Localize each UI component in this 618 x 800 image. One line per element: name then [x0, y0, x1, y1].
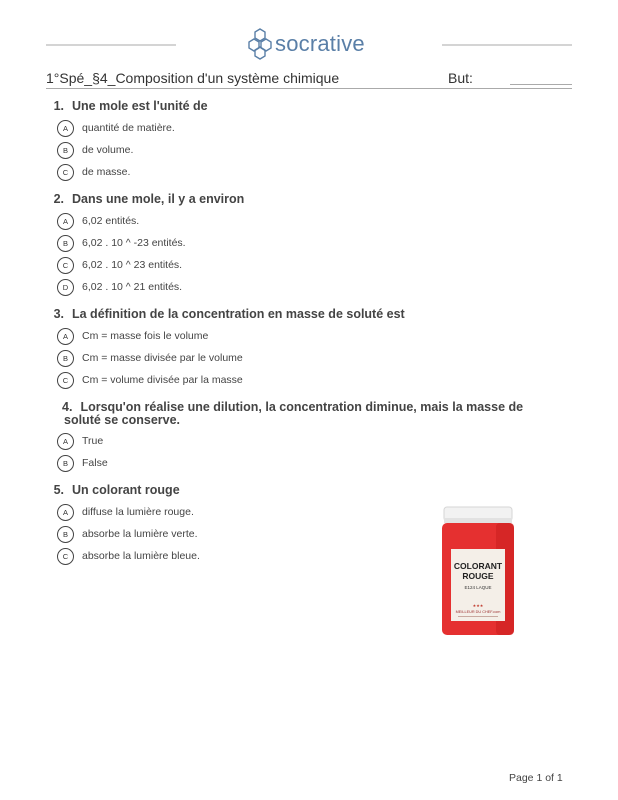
answer-option[interactable] [46, 276, 536, 298]
answer-text: de masse. [82, 166, 131, 178]
header-rule [46, 88, 572, 89]
answer-text: False [82, 457, 108, 469]
label-text-e124: E124 LAQUE [464, 585, 492, 590]
label-text-rouge: ROUGE [462, 571, 494, 581]
answer-option[interactable] [46, 210, 536, 232]
question-text: Dans une mole, il y a environ [72, 192, 245, 206]
answer-option[interactable] [46, 430, 536, 452]
answer-bubble[interactable]: B [57, 455, 74, 472]
answer-bubble[interactable]: B [57, 350, 74, 367]
answer-bubble[interactable]: A [57, 213, 74, 230]
answer-text: 6,02 . 10 ^ 21 entités. [82, 281, 183, 293]
header-line-right [442, 44, 572, 46]
answer-option[interactable] [46, 347, 536, 369]
question-number: 4. [62, 400, 73, 414]
question-text: Un colorant rouge [72, 483, 180, 497]
answer-text: 6,02 entités. [82, 215, 140, 227]
answer-option[interactable] [46, 117, 536, 139]
answer-text: diffuse la lumière rouge. [82, 506, 194, 518]
label-brand-line [458, 616, 498, 617]
answer-option[interactable] [46, 369, 536, 391]
question-text: Lorsqu'on réalise une dilution, la concentration diminue, mais la masse de soluté se conserve. [64, 400, 524, 427]
answer-option[interactable] [46, 452, 536, 474]
socrative-logo [248, 28, 365, 60]
answer-bubble[interactable]: B [57, 235, 74, 252]
answer-bubble[interactable]: C [57, 372, 74, 389]
question-number: 5. [53, 483, 64, 497]
answer-bubble[interactable]: C [57, 257, 74, 274]
question-number: 1. [53, 99, 64, 113]
question-title [46, 401, 536, 427]
answer-text: absorbe la lumière verte. [82, 528, 198, 540]
answer-bubble[interactable]: B [57, 526, 74, 543]
answer-option[interactable] [46, 139, 536, 161]
answer-text: Cm = masse fois le volume [82, 330, 209, 342]
question-title [46, 484, 536, 497]
answer-text: True [82, 435, 104, 447]
answer-bubble[interactable]: A [57, 120, 74, 137]
answer-text: Cm = masse divisée par le volume [82, 352, 243, 364]
answer-bubble[interactable]: D [57, 279, 74, 296]
question-title [46, 308, 536, 321]
label-stars: ★★★ [472, 603, 484, 608]
answer-bubble[interactable]: C [57, 164, 74, 181]
label-brand: MEILLEUR DU CHEF.com [455, 610, 501, 614]
question-title [46, 100, 536, 113]
question-number: 3. [53, 307, 64, 321]
jar-cap-shade [444, 518, 512, 523]
answer-text: Cm = volume divisée par la masse [82, 374, 243, 386]
answer-text: quantité de matière. [82, 122, 175, 134]
quiz-title: 1°Spé_§4_Composition d'un système chimique [46, 70, 340, 86]
hexagon-logo-icon [248, 28, 272, 60]
answer-text: absorbe la lumière bleue. [82, 550, 200, 562]
page-indicator: Page 1 of 1 [509, 772, 563, 784]
header-line-left [46, 44, 176, 46]
answer-option[interactable] [46, 325, 536, 347]
question-4 [46, 401, 536, 474]
question-1 [46, 100, 536, 183]
answer-bubble[interactable]: A [57, 433, 74, 450]
label-text-colorant: COLORANT [453, 561, 503, 571]
brand-name: socrative [275, 31, 365, 56]
answer-bubble[interactable]: C [57, 548, 74, 565]
answer-option[interactable] [46, 254, 536, 276]
question-text: La définition de la concentration en masse de soluté est [72, 307, 405, 321]
answer-bubble[interactable]: A [57, 328, 74, 345]
score-label: But: [448, 70, 473, 86]
question-text: Une mole est l'unité de [72, 99, 208, 113]
answer-bubble[interactable]: B [57, 142, 74, 159]
question-number: 2. [53, 192, 64, 206]
question-3 [46, 308, 536, 391]
answer-option[interactable] [46, 161, 536, 183]
answer-option[interactable] [46, 232, 536, 254]
colorant-jar-image [438, 505, 518, 637]
question-2 [46, 193, 536, 298]
answer-text: de volume. [82, 144, 134, 156]
answer-text: 6,02 . 10 ^ 23 entités. [82, 259, 183, 271]
score-line [510, 84, 572, 85]
question-title [46, 193, 536, 206]
answer-text: 6,02 . 10 ^ -23 entités. [82, 237, 186, 249]
answer-bubble[interactable]: A [57, 504, 74, 521]
